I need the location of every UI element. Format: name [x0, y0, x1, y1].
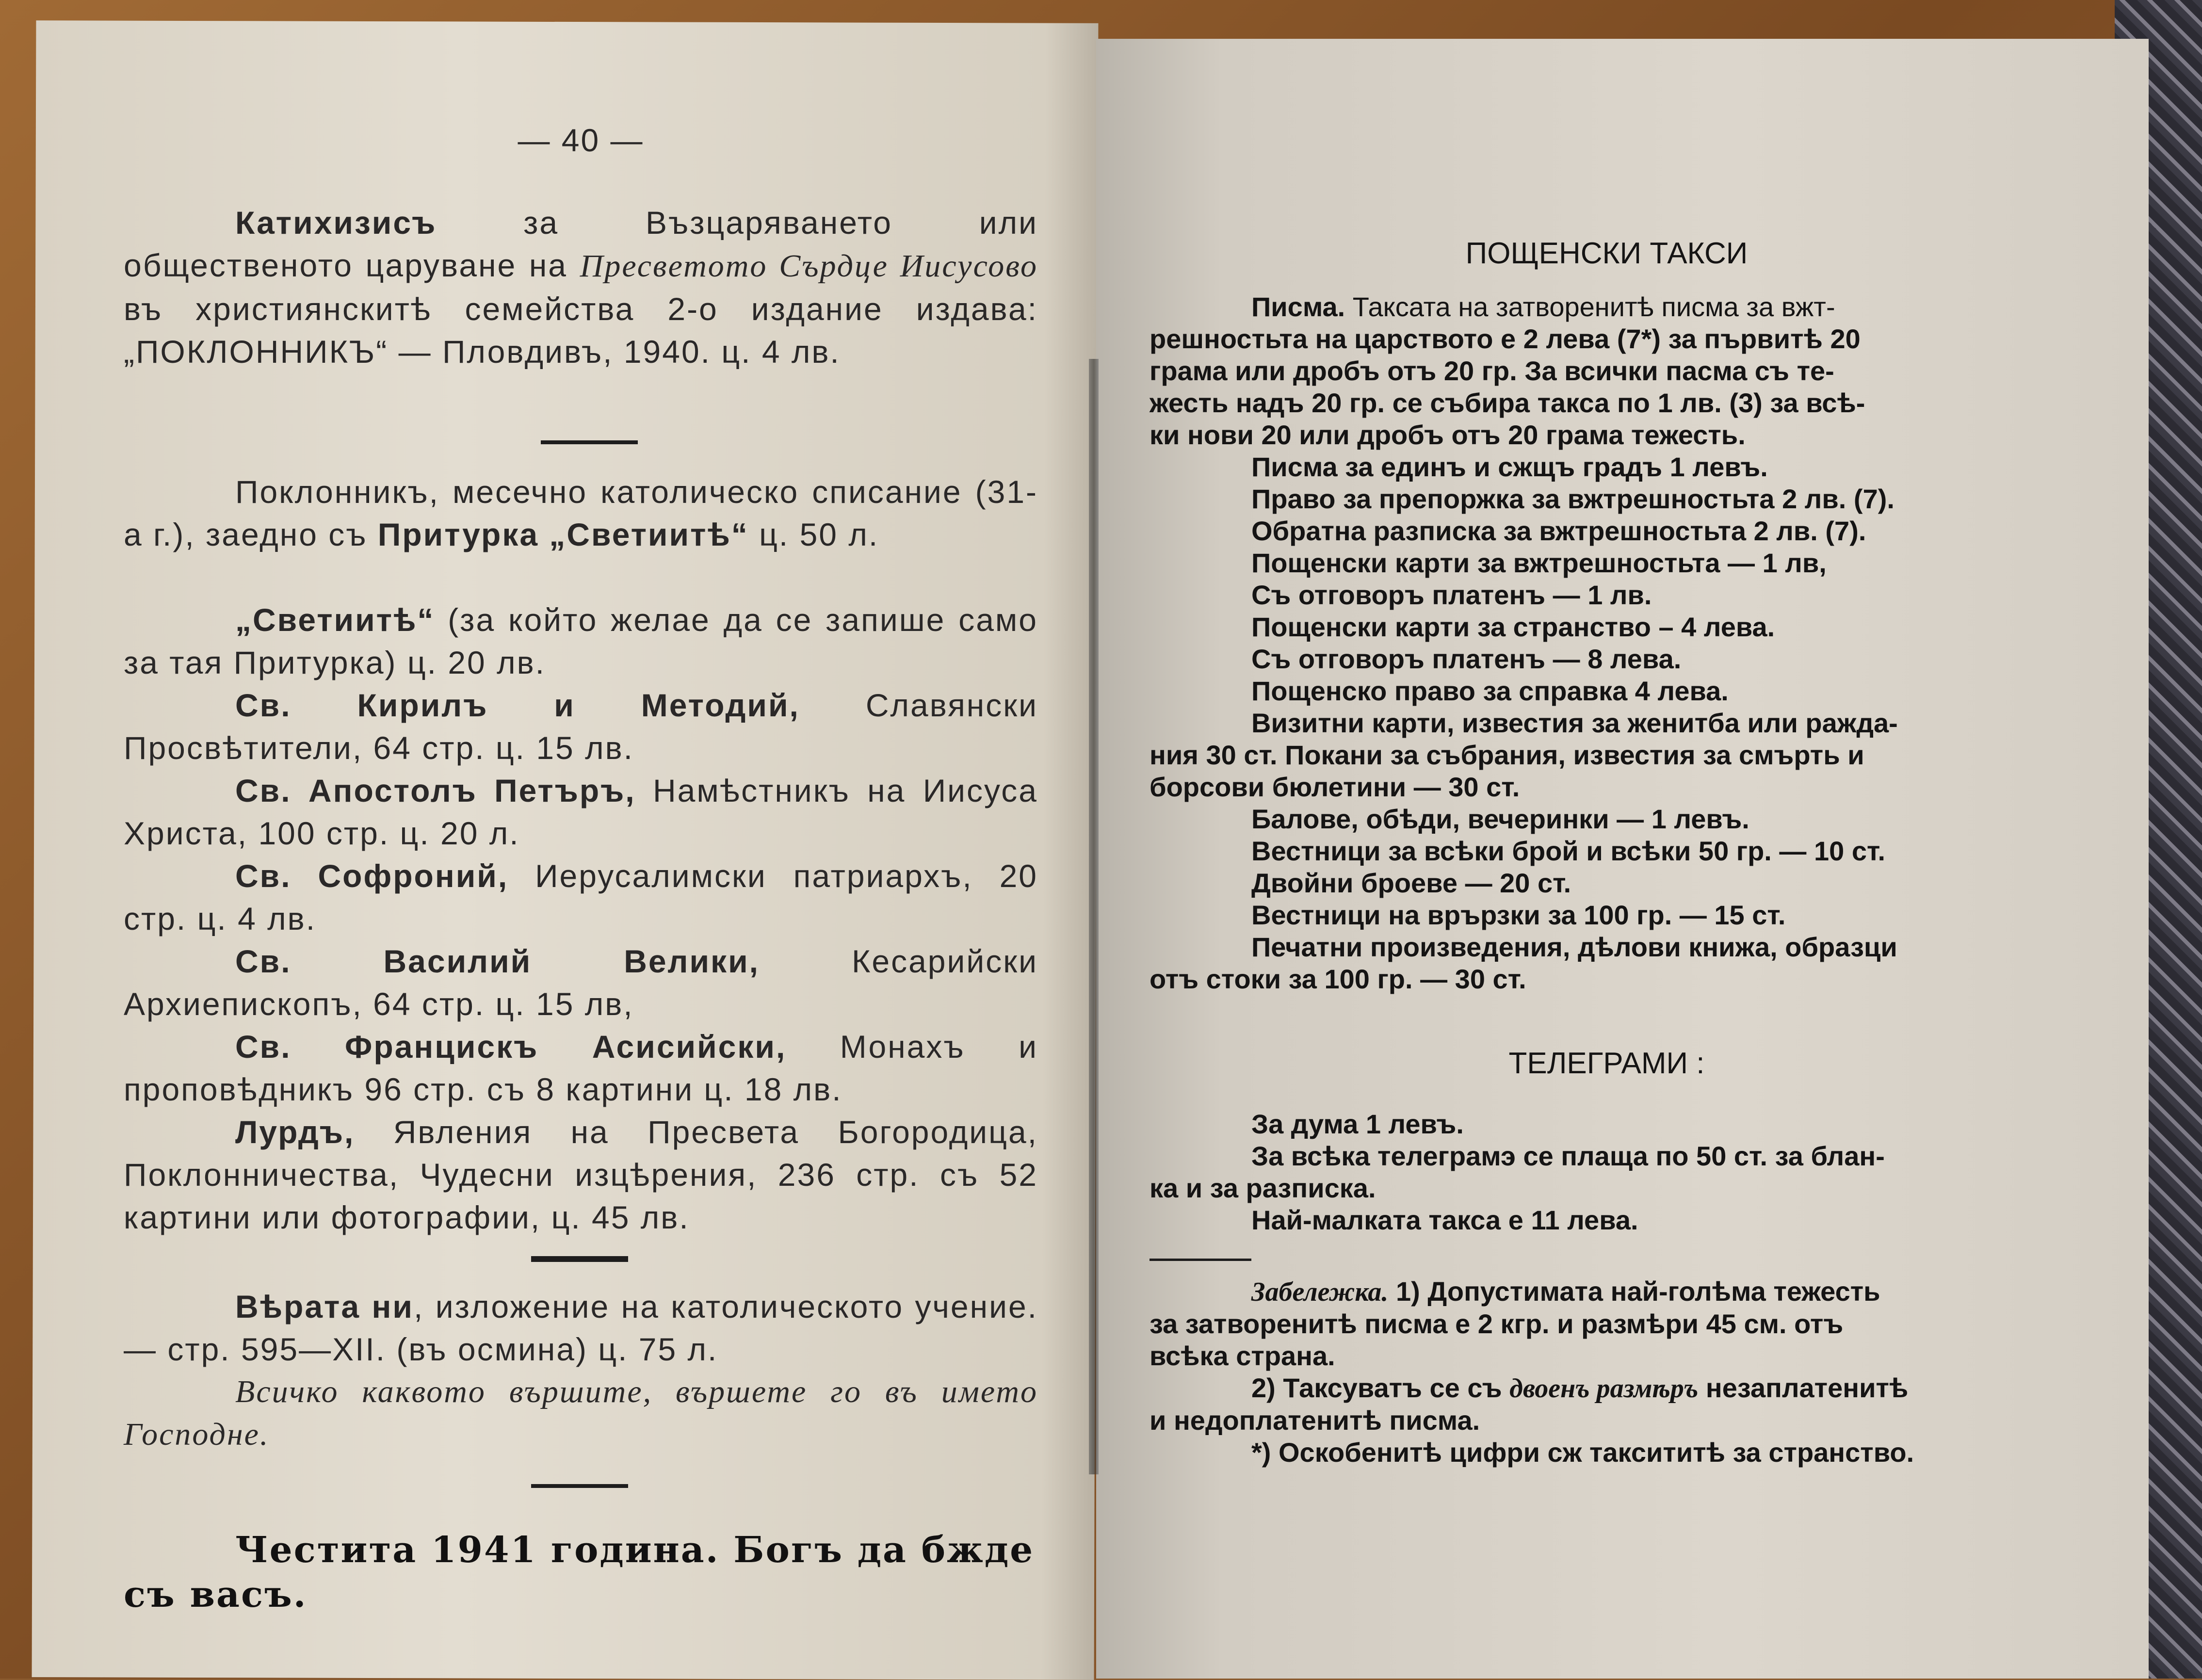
- rate-line: Вестници за всѣки брой и всѣки 50 гр. — 10 ст.: [1251, 836, 1886, 866]
- poklonnik-text2: ц. 50 л.: [748, 517, 879, 552]
- greeting: Честита 1941 година. Богъ да бжде съ васъ.: [124, 1529, 1035, 1615]
- book-text: Монахъ и проповѣдникъ 96 стр. съ 8 картини ц. 18 лв.: [124, 1029, 1038, 1107]
- rate-line: Пощенски карти за странство – 4 лева.: [1251, 612, 1775, 642]
- verata-text: , изложение на католическото учение. — стр. 595—XII. (въ осмина) ц. 75 л.: [124, 1289, 1038, 1367]
- rate-line: Право за препоржка за вжтрешностьта 2 лв. (7).: [1251, 484, 1894, 514]
- visit-line: Визитни карти, известия за женитба или ражда-: [1251, 708, 1898, 738]
- note2-post: незаплатенитѣ: [1698, 1373, 1909, 1403]
- book-entry: [124, 940, 1038, 1025]
- book-title: Св. Апостолъ Петъръ,: [235, 773, 636, 808]
- catechism-text1: за Възцаряването или общественото царуване на: [124, 205, 1038, 283]
- print-line: Печатни произведения, дѣлови книжа, образци: [1251, 932, 1897, 962]
- catechism-text2: въ християнскитѣ семейства 2-о издание издава: „ПОКЛОННИКЪ“ — Пловдивъ, 1940. ц. 4 лв.: [124, 291, 1038, 370]
- verata-entry: [124, 1285, 1038, 1371]
- book-title: Св. Василий Велики,: [235, 943, 760, 979]
- divider-right: [1150, 1259, 1251, 1261]
- book-text: Кесарийски Архиепископъ, 64 стр. ц. 15 лв,: [124, 943, 1038, 1022]
- divider-1: [541, 440, 638, 444]
- page-number: — 40 —: [518, 122, 644, 158]
- note2-pre: 2) Таксуватъ се съ: [1251, 1373, 1510, 1403]
- note2-italic: двоенъ размѣръ: [1509, 1373, 1699, 1404]
- book-entry: [124, 1111, 1038, 1239]
- rate-line: Писма за единъ и сжщъ градъ 1 левъ.: [1251, 452, 1768, 482]
- letters-line: грама или дробъ отъ 20 гр. За всички пасма съ те-: [1150, 355, 1834, 386]
- catechism-italic: Пресветото Сърдце Иисусово: [580, 248, 1038, 284]
- postal-heading: ПОЩЕНСКИ ТАКСИ: [1465, 237, 1748, 270]
- rate-line: Двойни броеве — 20 ст.: [1251, 868, 1571, 898]
- poklonnik-title: Поклонникъ: [235, 474, 429, 510]
- note-line: [1150, 1276, 2064, 1308]
- rate-line: Вестници на врързки за 100 гр. — 15 ст.: [1251, 900, 1786, 930]
- poklonnik-text1: , месечно католическо списание (31-а г.), заедно съ: [124, 474, 1038, 552]
- rate-line: Пощенски карти за вжтрешностьта — 1 лв,: [1251, 548, 1827, 578]
- book-entry: [124, 769, 1038, 855]
- rate-line: Балове, обѣди, вечеринки — 1 левъ.: [1251, 804, 1749, 834]
- note-line: всѣка страна.: [1150, 1341, 1335, 1371]
- letters-label: Писма.: [1251, 291, 1345, 322]
- print-line: отъ стоки за 100 гр. — 30 ст.: [1150, 964, 1526, 994]
- book-title: Лурдъ,: [235, 1114, 355, 1150]
- book-entry: [124, 684, 1038, 769]
- visit-line: борсови бюлетини — 30 ст.: [1150, 772, 1520, 802]
- note-line: *) Оскобенитѣ цифри сж таксититѣ за странство.: [1251, 1437, 1914, 1468]
- verata-quote: Всичко каквото вършите, вършете го въ името Господне.: [124, 1374, 1038, 1452]
- note-line: и недоплатенитѣ писма.: [1150, 1405, 1480, 1436]
- svetiite-title: „Светиитѣ“: [235, 602, 435, 638]
- catechism-title: Катихизисъ: [235, 205, 437, 241]
- book-list: [124, 684, 1038, 1239]
- note-text: 1) Допустимата най-голѣма тежесть: [1388, 1276, 1880, 1307]
- note-line: [1150, 1372, 2064, 1405]
- book-entry: [124, 1025, 1038, 1111]
- letters-line: жесть надъ 20 гр. се събира такса по 1 лв. (3) за всѣ-: [1150, 388, 1865, 418]
- telegram-line: Най-малката такса е 11 лева.: [1251, 1205, 1638, 1235]
- book-title: Св. Софроний,: [235, 858, 509, 894]
- book-text: Иерусалимски патриархъ, 20 стр. ц. 4 лв.: [124, 858, 1038, 937]
- telegrams-block: [1150, 1108, 2064, 1236]
- divider-2: [531, 1256, 628, 1262]
- divider-3: [531, 1484, 628, 1488]
- note-label: Забележка.: [1251, 1277, 1389, 1307]
- telegram-line: ка и за разписка.: [1150, 1173, 1376, 1203]
- letters-line: решностьта на царството е 2 лева (7*) за първитѣ 20: [1150, 323, 1861, 354]
- book-title: Св. Францискъ Асисийски,: [235, 1029, 787, 1065]
- telegram-line: За всѣка телеграмэ се плаща по 50 ст. за блан-: [1251, 1141, 1885, 1171]
- catechism-entry: [124, 201, 1038, 373]
- poklonnik-entry: [124, 470, 1038, 556]
- book-text: Намѣстникъ на Иисуса Христа, 100 стр. ц. 20 л.: [124, 773, 1038, 851]
- book-text: Явления на Пресвета Богородица, Поклонничества, Чудесни изцѣрения, 236 стр. съ 52 картини или фотографии, ц. 45 лв.: [124, 1114, 1038, 1235]
- book-text: Славянски Просвѣтители, 64 стр. ц. 15 лв.: [124, 687, 1038, 766]
- telegram-line: За дума 1 левъ.: [1251, 1109, 1464, 1139]
- rate-line: Съ отговоръ платенъ — 8 лева.: [1251, 644, 1682, 674]
- letters-line: ки нови 20 или дробъ отъ 20 грама тежесть.: [1150, 420, 1746, 450]
- svetiite-text: (за който желае да се запише само за тая Притурка) ц. 20 лв.: [124, 602, 1038, 680]
- notes-block: [1150, 1276, 2064, 1469]
- svetiite-entry: [124, 598, 1038, 684]
- book-entry: [124, 855, 1038, 940]
- letters-line: [1150, 291, 2064, 323]
- book-spine: [1089, 359, 1099, 1474]
- verata-title: Вѣрата ни: [235, 1289, 414, 1325]
- letters-text: Таксата на затворенитѣ писма за вжт-: [1345, 291, 1835, 322]
- telegrams-heading: ТЕЛЕГРАМИ :: [1508, 1047, 1705, 1080]
- visit-line: ния 30 ст. Покани за събрания, известия за смърть и: [1150, 740, 1864, 770]
- letters-block: [1150, 291, 2064, 995]
- book-title: Св. Кирилъ и Методий,: [235, 687, 800, 723]
- rate-line: Обратна разписка за вжтрешностьта 2 лв. (7).: [1251, 516, 1866, 546]
- note-line: за затворенитѣ писма е 2 кгр. и размѣри 45 см. отъ: [1150, 1308, 1844, 1339]
- poklonnik-bold: Притурка „Светиитѣ“: [377, 517, 749, 552]
- rate-line: Пощенско право за справка 4 лева.: [1251, 676, 1729, 706]
- rate-line: Съ отговоръ платенъ — 1 лв.: [1251, 580, 1652, 610]
